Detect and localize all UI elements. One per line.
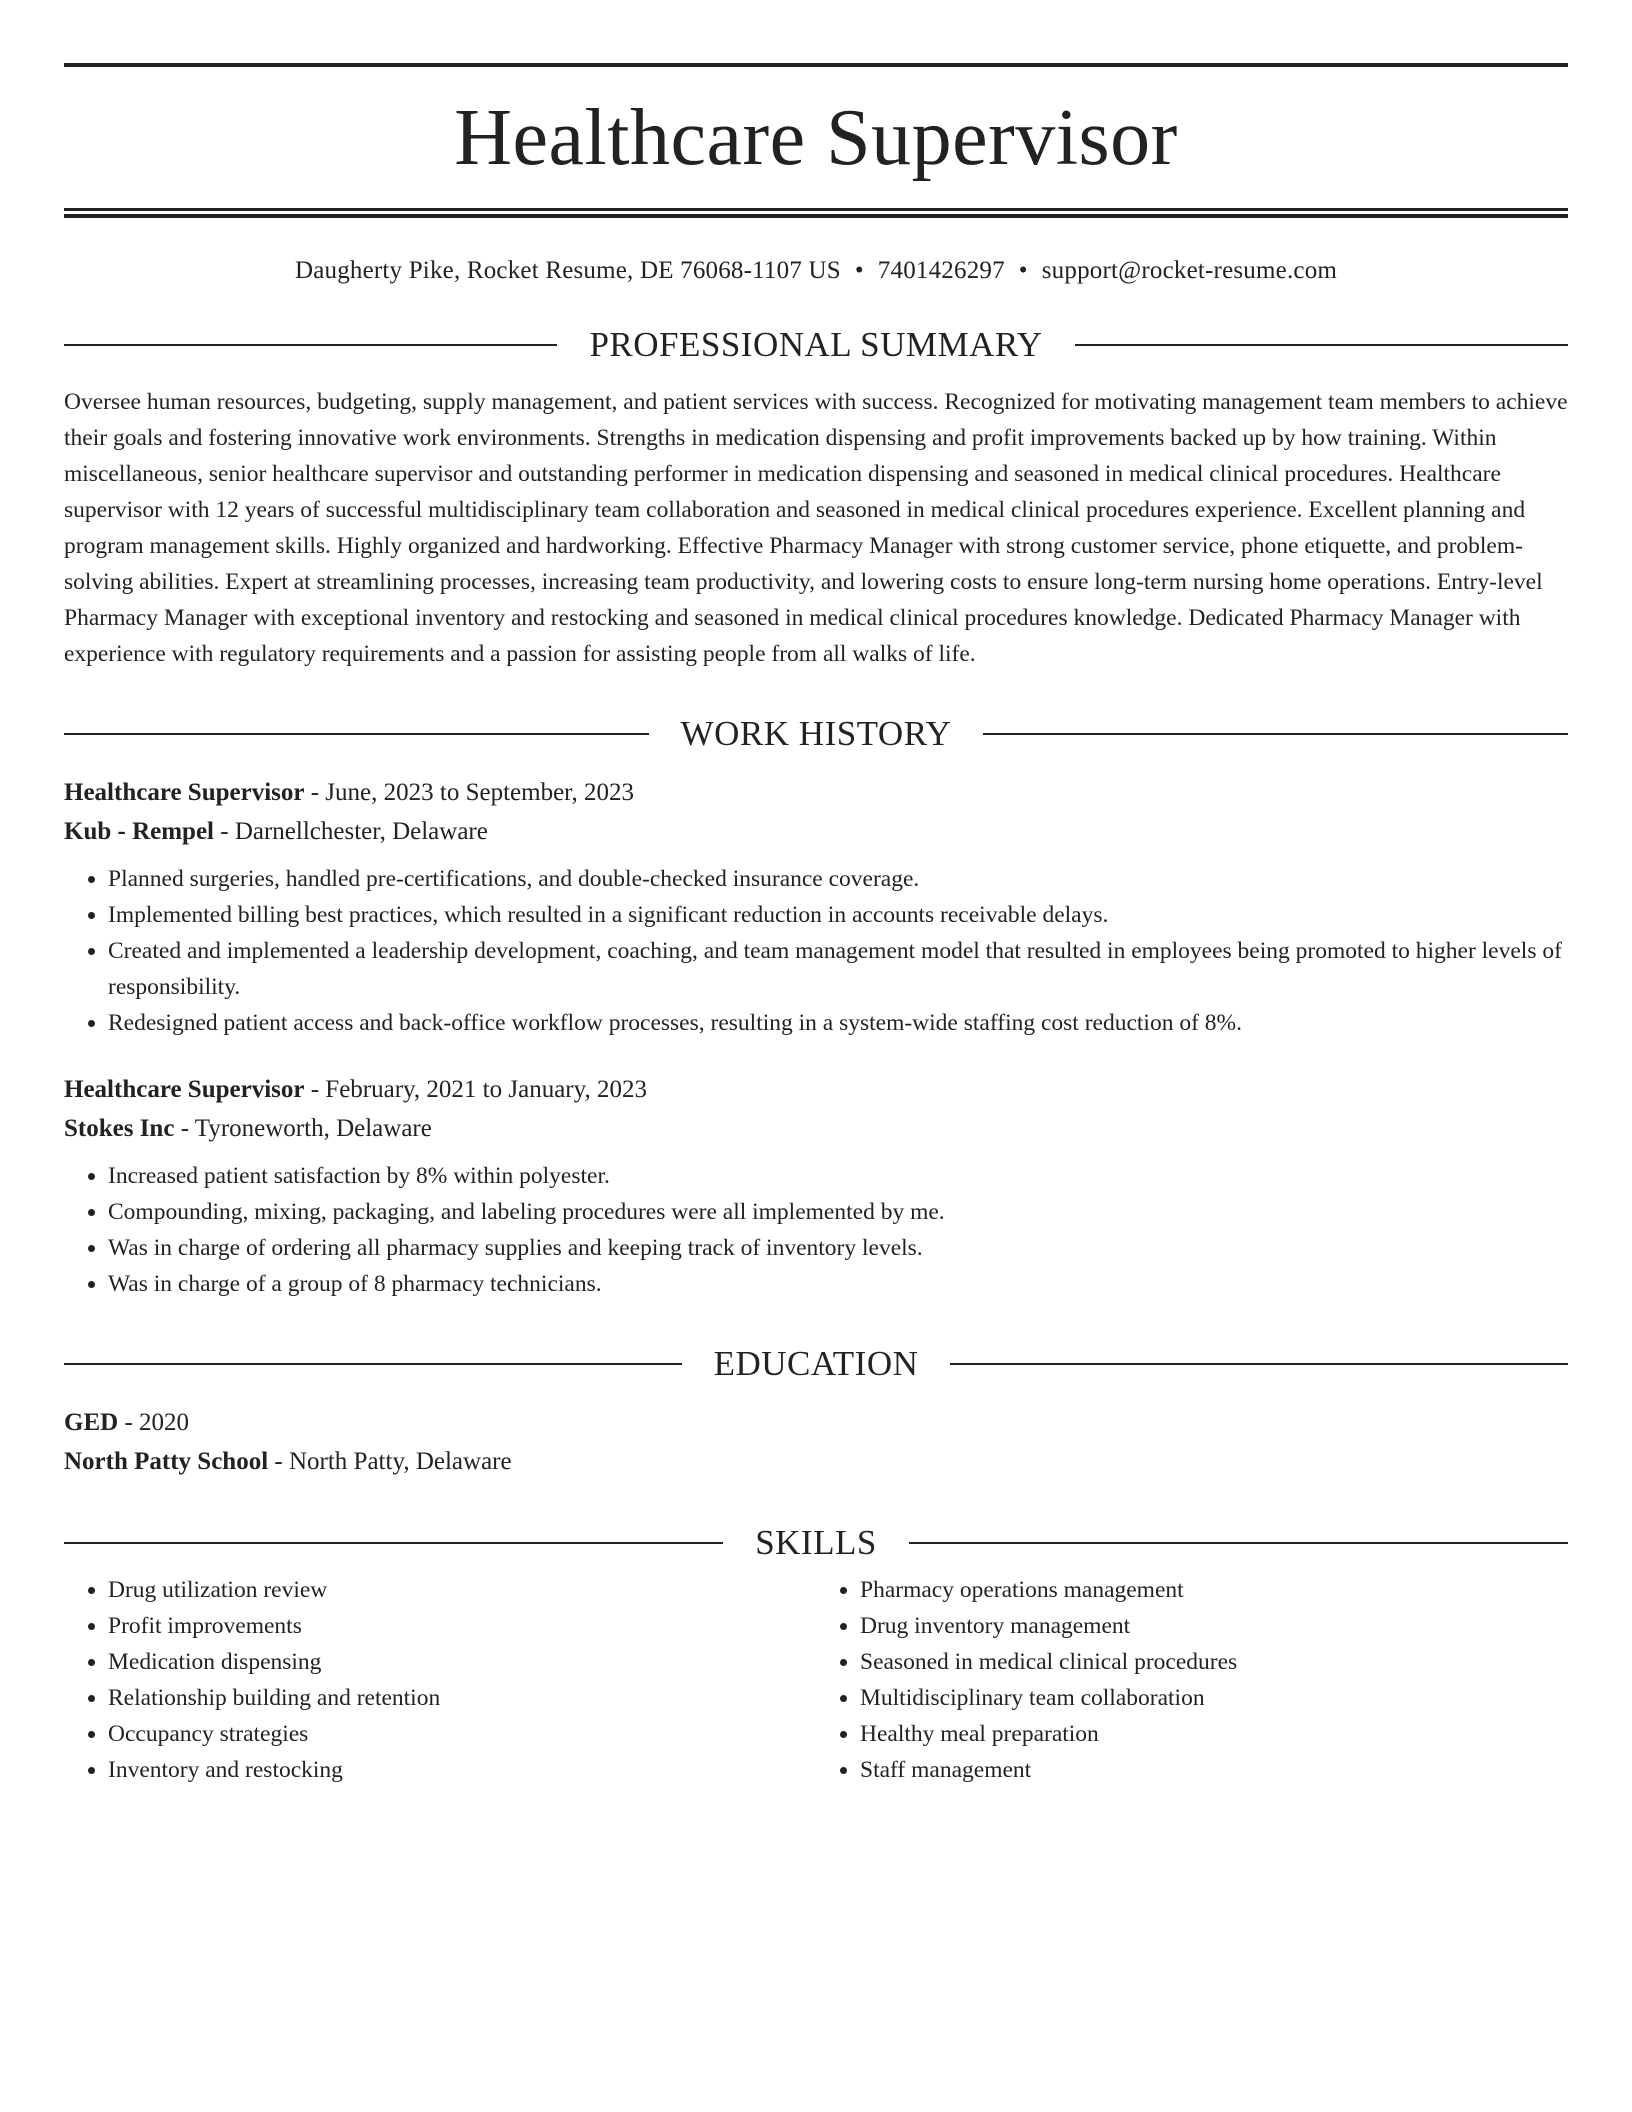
job-dates: - February, 2021 to January, 2023 bbox=[304, 1076, 648, 1103]
job-company-line bbox=[64, 812, 1568, 851]
job-bullet: • Was in charge of ordering all pharmacy supplies and keeping track of inventory levels. bbox=[108, 1230, 1568, 1266]
job-bullet: • Planned surgeries, handled pre-certifications, and double-checked insurance coverage. bbox=[108, 861, 1568, 897]
job-bullet: • Was in charge of a group of 8 pharmacy technicians. bbox=[108, 1266, 1568, 1302]
education-title: EDUCATION bbox=[713, 1344, 919, 1383]
contact-phone: 7401426297 bbox=[877, 257, 1005, 284]
skill-item: • Medication dispensing bbox=[108, 1644, 816, 1680]
skills-list-right bbox=[816, 1572, 1568, 1788]
skills-columns bbox=[64, 1572, 1568, 1788]
work-title: WORK HISTORY bbox=[680, 714, 952, 753]
skill-item: • Healthy meal preparation bbox=[860, 1716, 1568, 1752]
job-entry bbox=[64, 1070, 1568, 1302]
job-dates: - June, 2023 to September, 2023 bbox=[304, 779, 634, 806]
job-bullet: • Compounding, mixing, packaging, and labeling procedures were all implemented by me. bbox=[108, 1194, 1568, 1230]
skill-item: • Drug utilization review bbox=[108, 1572, 816, 1608]
job-bullet: • Redesigned patient access and back-office workflow processes, resulting in a system-wide staffing cost reduction of 8%. bbox=[108, 1005, 1568, 1041]
heading-rule-right bbox=[1075, 344, 1568, 346]
job-company: Stokes Inc bbox=[64, 1115, 175, 1142]
skill-item: • Drug inventory management bbox=[860, 1608, 1568, 1644]
skill-item: • Pharmacy operations management bbox=[860, 1572, 1568, 1608]
education-school: North Patty School bbox=[64, 1448, 269, 1475]
job-location: - Tyroneworth, Delaware bbox=[174, 1115, 432, 1142]
header-double-rule bbox=[64, 208, 1568, 218]
job-bullets bbox=[64, 1158, 1568, 1302]
heading-rule-right bbox=[983, 733, 1568, 735]
skill-item: • Seasoned in medical clinical procedures bbox=[860, 1644, 1568, 1680]
contact-separator: • bbox=[1018, 257, 1028, 284]
heading-rule-right bbox=[950, 1363, 1568, 1365]
skills-list-left bbox=[64, 1572, 816, 1788]
skill-item: • Multidisciplinary team collaboration bbox=[860, 1680, 1568, 1716]
job-role: Healthcare Supervisor bbox=[64, 779, 305, 806]
summary-title: PROFESSIONAL SUMMARY bbox=[589, 325, 1043, 364]
education-section-heading bbox=[64, 1346, 1568, 1381]
heading-rule-right bbox=[909, 1542, 1568, 1544]
job-bullets bbox=[64, 861, 1568, 1041]
job-bullet: • Increased patient satisfaction by 8% within polyester. bbox=[108, 1158, 1568, 1194]
summary-text: Oversee human resources, budgeting, supply management, and patient services with success. Recognized for motivating management team members to achieve their goals and fostering innovative work environments. Strengths in medication dispensing and profit improvements backed up by how training. Within miscellaneous, senior healthcare supervisor and outstanding performer in medication dispensing and seasoned in medical clinical procedures. Healthcare supervisor with 12 years of successful multidisciplinary team collaboration and seasoned in medical clinical procedures experience. Excellent planning and program management skills. Highly organized and hardworking. Effective Pharmacy Manager with strong customer service, phone etiquette, and problem-solving abilities. Expert at streamlining processes, increasing team productivity, and lowering costs to ensure long-term nursing home operations. Entry-level Pharmacy Manager with exceptional inventory and restocking and seasoned in medical clinical procedures knowledge. Dedicated Pharmacy Manager with experience with regulatory requirements and a passion for assisting people from all walks of life. bbox=[64, 389, 1568, 667]
skill-item: • Relationship building and retention bbox=[108, 1680, 816, 1716]
skill-item: • Occupancy strategies bbox=[108, 1716, 816, 1752]
skills-title: SKILLS bbox=[755, 1523, 877, 1562]
skill-item: • Staff management bbox=[860, 1752, 1568, 1788]
skill-item: • Inventory and restocking bbox=[108, 1752, 816, 1788]
education-location: - North Patty, Delaware bbox=[268, 1448, 512, 1475]
contact-address: Daugherty Pike, Rocket Resume, DE 76068-1107 US bbox=[294, 257, 841, 284]
education-year: - 2020 bbox=[118, 1409, 190, 1436]
job-entry bbox=[64, 773, 1568, 1041]
education-school-line bbox=[64, 1442, 1568, 1481]
heading-rule-left bbox=[64, 1542, 723, 1544]
heading-rule-left bbox=[64, 344, 557, 346]
job-location: - Darnellchester, Delaware bbox=[214, 818, 488, 845]
education-degree-line bbox=[64, 1403, 1568, 1442]
skills-section-heading bbox=[64, 1525, 1568, 1560]
education-degree: GED bbox=[64, 1409, 119, 1436]
header-top-rule bbox=[64, 63, 1568, 67]
contact-info bbox=[64, 258, 1568, 283]
contact-email: support@rocket-resume.com bbox=[1041, 257, 1338, 284]
contact-separator: • bbox=[854, 257, 864, 284]
job-bullet: • Implemented billing best practices, which resulted in a significant reduction in accounts receivable delays. bbox=[108, 897, 1568, 933]
job-title-line bbox=[64, 773, 1568, 812]
heading-rule-left bbox=[64, 1363, 682, 1365]
job-company: Kub - Rempel bbox=[64, 818, 214, 845]
skill-item: • Profit improvements bbox=[108, 1608, 816, 1644]
job-company-line bbox=[64, 1109, 1568, 1148]
summary-section-heading bbox=[64, 327, 1568, 362]
job-title-line bbox=[64, 1070, 1568, 1109]
work-section-heading bbox=[64, 716, 1568, 751]
job-role: Healthcare Supervisor bbox=[64, 1076, 305, 1103]
candidate-name: Healthcare Supervisor bbox=[454, 94, 1178, 182]
job-bullet: • Created and implemented a leadership development, coaching, and team management model that resulted in employees being promoted to higher levels of responsibility. bbox=[108, 933, 1568, 1005]
heading-rule-left bbox=[64, 733, 649, 735]
